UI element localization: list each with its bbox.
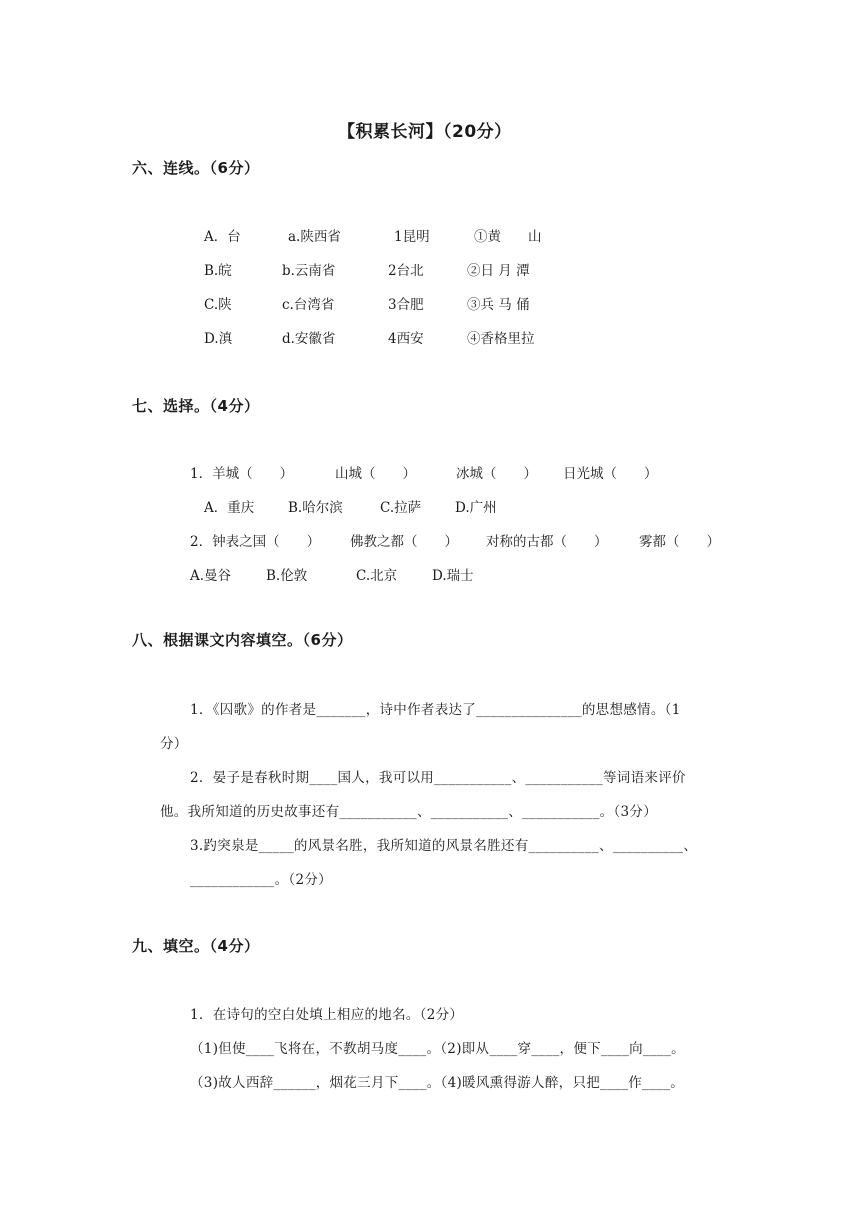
fill-line: （3)故人西辞______，烟花三月下____。（4)暖风熏得游人醉，只把____作____。 [190, 1075, 685, 1091]
matching-cell: b.云南省 [282, 263, 336, 279]
matching-cell: ③兵 马 俑 [467, 297, 530, 313]
matching-cell: c.台湾省 [282, 297, 335, 313]
choice-option: B.哈尔滨 [288, 500, 343, 516]
fill-line: 1．《囚歌》的作者是_______，诗中作者表达了_______________的思想感情。（1 [190, 702, 681, 718]
fill-line: 2．晏子是春秋时期____国人，我可以用___________、___________等词语来评价 [190, 770, 686, 786]
matching-cell: 2台北 [388, 263, 424, 279]
matching-cell: 3合肥 [388, 297, 424, 313]
matching-cell: B.皖 [204, 263, 232, 279]
choice-item: 雾都（ ） [639, 534, 720, 550]
choice-option: A.曼谷 [190, 568, 232, 584]
choice-options-2 [0, 564, 860, 584]
matching-row [0, 259, 860, 279]
matching-cell: a.陕西省 [288, 229, 341, 245]
matching-cell: d.安徽省 [282, 331, 336, 347]
matching-row [0, 225, 860, 245]
choice-options-1 [0, 496, 860, 516]
fill-line: 1．在诗句的空白处填上相应的地名。（2分） [190, 1007, 464, 1023]
choice-question-1 [0, 462, 860, 482]
matching-cell: 4西安 [388, 331, 424, 347]
matching-cell: ④香格里拉 [467, 331, 535, 347]
choice-item: 1．羊城（ ） [190, 466, 294, 482]
fill-line: （1)但使____飞将在，不教胡马度____。（2)即从____穿____，便下____向____。 [190, 1041, 685, 1057]
section6-heading: 六、连线。（6分） [132, 159, 260, 177]
choice-option: B.伦敦 [266, 568, 308, 584]
choice-item: 山城（ ） [335, 466, 416, 482]
matching-cell: 1昆明 [394, 229, 430, 245]
choice-option: C.北京 [356, 568, 398, 584]
choice-item: 日光城（ ） [563, 466, 658, 482]
fill-line: 分） [160, 736, 188, 752]
matching-cell: A．台 [204, 229, 241, 245]
matching-cell: ②日 月 潭 [467, 263, 530, 279]
matching-row [0, 327, 860, 347]
choice-option: A．重庆 [204, 500, 255, 516]
choice-item: 冰城（ ） [456, 466, 537, 482]
matching-cell: D.滇 [204, 331, 233, 347]
choice-option: D.广州 [455, 500, 497, 516]
choice-item: 对称的古都（ ） [486, 534, 608, 550]
matching-row [0, 293, 860, 313]
section-title: 【积累长河】（20分） [338, 122, 512, 142]
matching-cell: ①黄 山 [474, 229, 542, 245]
choice-item: 2．钟表之国（ ） [190, 534, 321, 550]
choice-question-2 [0, 530, 860, 550]
section9-heading: 九、填空。（4分） [132, 937, 260, 955]
fill-line: ____________。（2分） [190, 872, 332, 888]
choice-option: C.拉萨 [380, 500, 422, 516]
matching-cell: C.陕 [204, 297, 232, 313]
choice-option: D.瑞士 [432, 568, 474, 584]
section7-heading: 七、选择。（4分） [132, 397, 260, 415]
section8-heading: 八、根据课文内容填空。（6分） [132, 631, 353, 649]
choice-item: 佛教之都（ ） [350, 534, 458, 550]
fill-line: 3.趵突泉是_____的风景名胜，我所知道的风景名胜还有__________、__________、 [190, 838, 698, 854]
fill-line: 他。我所知道的历史故事还有___________、___________、___________。（3分） [160, 804, 657, 820]
